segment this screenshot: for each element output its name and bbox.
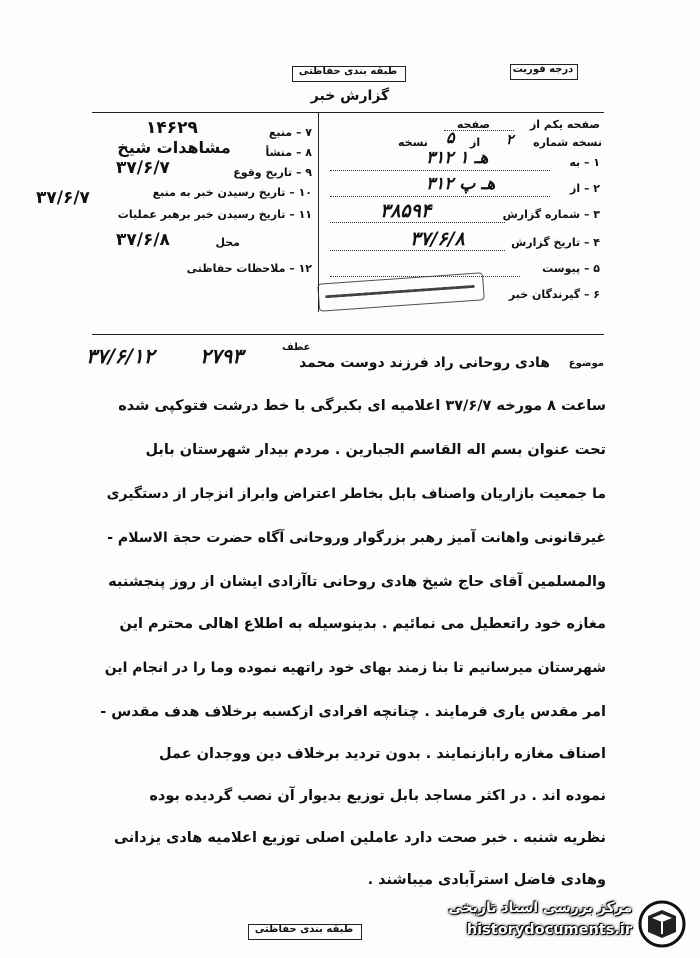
- subject-label: موضوع: [568, 358, 604, 369]
- to-value: ۳۱۲ هـ ۱: [426, 148, 489, 168]
- body-line: اصناف مغازه رابازنمایند . بدون تردید برخلاف دین ووجدان عمل: [159, 746, 606, 762]
- report-no-value: ۳۸۵۹۴: [380, 200, 432, 222]
- body-line: ما جمعیت بازاریان واصناف بابل بخاطر اعتراض وابراز انزجار از دستگیری: [106, 486, 606, 502]
- notes-label: ۱۲ – ملاحظات حفاظتی: [186, 262, 312, 275]
- page-label: صفحه یکم از: [529, 118, 600, 131]
- atf-label: عطف: [282, 342, 311, 353]
- body-line: نظریه شنبه . خبر صحت دارد عاملین اصلی توزیع اعلامیه هادی یزدانی: [114, 830, 606, 846]
- body-line: امر مقدس یاری فرمایند . چنانچه افرادی ازکسبه برخلاف هدف مقدس -: [100, 704, 606, 720]
- classification-top: طبقه بندی حفاظتی: [298, 66, 398, 77]
- origin-label: ۸ – منشأ: [265, 146, 312, 159]
- from-label: ۲ – از: [570, 182, 600, 195]
- watermark-url: historydocuments.ir: [466, 922, 632, 938]
- header-table-divider: [318, 112, 319, 312]
- report-date-value: ۳۷/۶/۸: [410, 228, 465, 250]
- copy-value: ۲: [506, 132, 514, 148]
- body-line: تحت عنوان بسم اله القاسم الجبارین . مردم بیدار شهرستان بابل: [145, 442, 606, 458]
- page-label-2: صفحه: [456, 118, 490, 131]
- body-line: شهرستان میرسانیم تا بنا زمند بهای خود راتهیه نموده وما را در انجام این: [104, 660, 606, 676]
- watermark-title: مرکز بررسی اسناد تاریخی: [448, 900, 632, 916]
- copy-word: نسخه: [398, 136, 428, 149]
- copy-of: از: [470, 136, 481, 149]
- received-ops-label: ۱۱ – تاریخ رسیدن خبر برهبر عملیات: [117, 208, 312, 221]
- subject-text: هادی روحانی راد فرزند دوست محمد: [299, 355, 550, 371]
- body-line: غیرقانونی واهانت آمیز رهبر بزرگوار وروحانی آگاه حضرت حجة الاسلام -: [107, 530, 606, 546]
- place-label: محل: [215, 236, 240, 249]
- classification-bottom: طبقه بندی حفاظتی: [254, 924, 354, 935]
- atf-value: ۲۷۹۳: [200, 344, 243, 368]
- body-line: ساعت ۸ مورخه ۳۷/۶/۷ اعلامیه ای بکبرگی با خط درشت فتوکپی شده: [118, 398, 606, 414]
- watermark: [424, 896, 692, 952]
- handwritten-date: ۳۷/۶/۱۲: [86, 344, 155, 368]
- body-line: وهادی فاضل استرآبادی میباشند .: [367, 872, 606, 888]
- report-title: گزارش خبر: [310, 88, 390, 104]
- received-source-label: ۱۰ – تاریخ رسیدن خبر به منبع: [152, 186, 312, 199]
- to-rule: [330, 170, 550, 171]
- priority-label: درجه فوریت: [512, 64, 574, 75]
- event-date-label: ۹ – تاریخ وقوع: [233, 166, 312, 179]
- header-table-bottom-rule: [92, 334, 604, 335]
- origin-value: مشاهدات شیخ: [117, 138, 231, 157]
- attachment-label: ۵ – پیوست: [542, 262, 600, 275]
- recipients-scribble: [325, 285, 475, 298]
- from-value: ۳۱۲ هـ پ: [426, 174, 496, 194]
- report-date-rule: [330, 250, 505, 251]
- recipients-stamp: [317, 272, 485, 312]
- watermark-logo-icon: [638, 900, 686, 948]
- report-no-rule: [330, 222, 505, 223]
- recipients-label: ۶ – گیرندگان خبر: [508, 288, 600, 301]
- event-date-value: ۳۷/۶/۷: [116, 158, 170, 178]
- copy-label: نسخه شماره: [533, 136, 602, 149]
- body-line: والمسلمین آقای حاج شیخ هادی روحانی تاآزادی ایشان از روز پنجشنبه: [108, 574, 606, 590]
- report-no-label: ۳ – شماره گزارش: [502, 208, 600, 221]
- source-value: ۱۴۶۲۹: [146, 118, 198, 138]
- from-rule: [330, 196, 550, 197]
- body-line: مغازه خود راتعطیل می نمائیم . بدینوسیله به اطلاع اهالی محترم این: [119, 616, 606, 632]
- copy-total: ۵: [446, 128, 455, 147]
- report-date-label: ۴ – تاریخ گزارش: [511, 236, 600, 249]
- place-value: ۳۷/۶/۸: [116, 230, 170, 250]
- body-line: نموده اند . در اکثر مساجد بابل توزیع بدیوار آن نصب گردیده بوده: [149, 788, 606, 804]
- header-table-top-rule: [92, 112, 604, 113]
- received-source-value: ۳۷/۶/۷: [36, 188, 90, 208]
- to-label: ۱ – به: [569, 156, 600, 169]
- source-label: ۷ – منبع: [268, 126, 312, 139]
